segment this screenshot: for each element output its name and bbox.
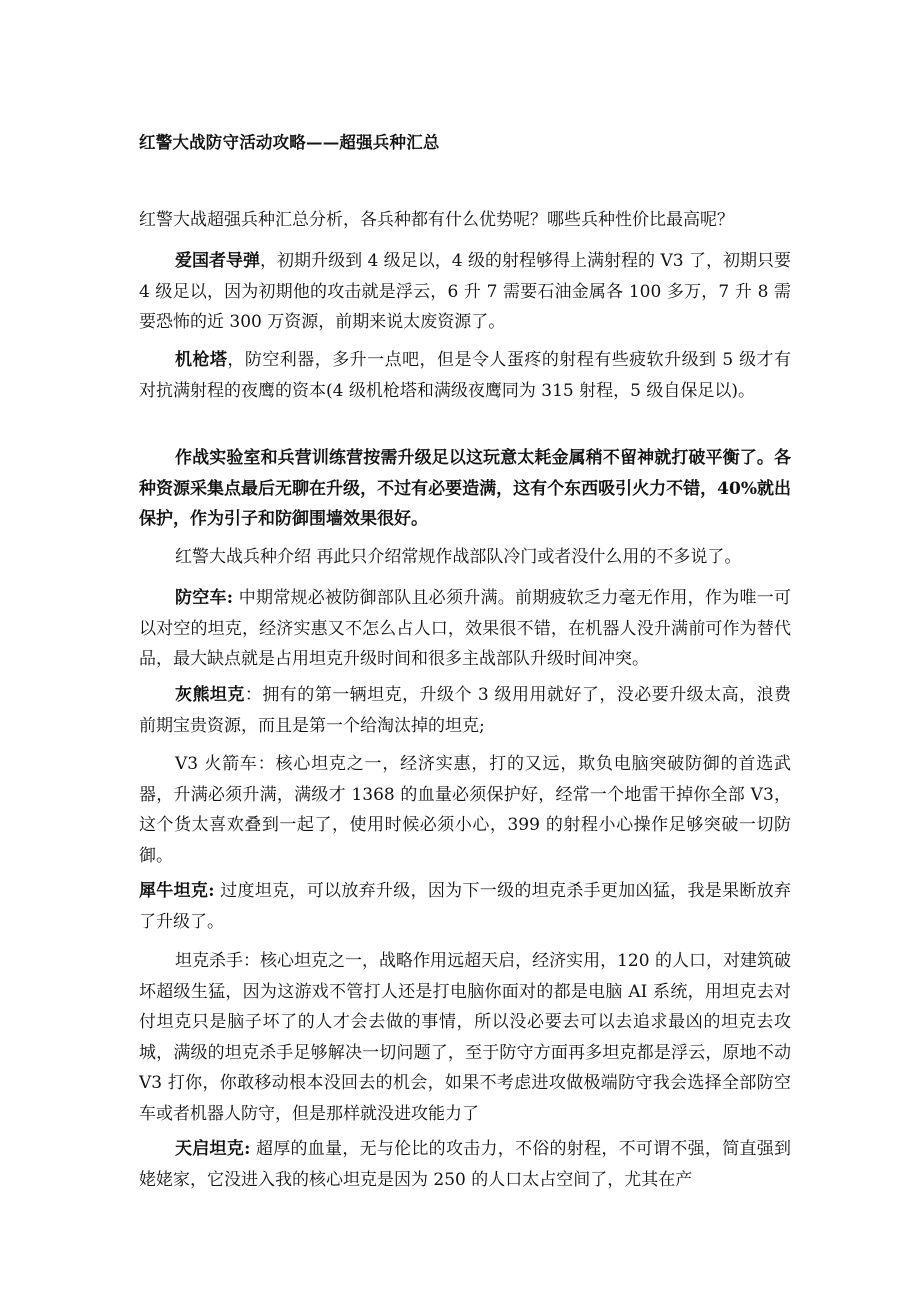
- paragraph-text: ，初期升级到 4 级足以，4 级的射程够得上满射程的 V3 了，初期只要 4 级足以，因为初期他的攻击就是浮云，6 升 7 需要石油金属各 100 多万，7 升 8 需要恐怖的近 300 万资源，前期来说太废资源了。: [139, 251, 792, 332]
- paragraph-anti-air-vehicle: [139, 583, 791, 675]
- paragraph-lead: 防空车:: [175, 588, 234, 608]
- paragraph-lead: 天启坦克:: [175, 1139, 251, 1159]
- paragraph-text: 超厚的血量，无与伦比的攻击力，不俗的射程，不可谓不强，简直强到姥姥家，它没进入我的核心坦克是因为 250 的人口太占空间了，尤其在产: [139, 1139, 791, 1190]
- paragraph-battle-lab: 作战实验室和兵营训练营按需升级足以这玩意太耗金属稍不留神就打破平衡了。各种资源采集点最后无聊在升级，不过有必要造满，这有个东西吸引火力不错，40%就出保护，作为引子和防御围墙效果很好。: [139, 448, 791, 529]
- paragraph-text: ，防空利器，多升一点吧，但是令人蛋疼的射程有些疲软升级到 5 级才有对抗满射程的夜鹰的资本(4 级机枪塔和满级夜鹰同为 315 射程，5 级自保足以)。: [139, 350, 791, 401]
- paragraph-text: ：拥有的第一辆坦克，升级个 3 级用用就好了，没必要升级太高，浪费前期宝贵资源，而且是第一个给淘汰掉的坦克;: [139, 685, 792, 736]
- paragraph-lead: 机枪塔: [175, 350, 228, 370]
- paragraph-lead: 灰熊坦克: [175, 685, 245, 705]
- paragraph-lead: 犀牛坦克:: [139, 881, 215, 901]
- document-title: 红警大战防守活动攻略——超强兵种汇总: [139, 133, 440, 152]
- paragraph-rhino-tank: [139, 876, 791, 937]
- paragraph-text: 过度坦克，可以放弃升级，因为下一级的坦克杀手更加凶猛，我是果断放弃了升级了。: [139, 881, 791, 932]
- intro-paragraph: 红警大战超强兵种汇总分析，各兵种都有什么优势呢？哪些兵种性价比最高呢？: [139, 210, 734, 230]
- paragraph-v3-rocket: V3 火箭车：核心坦克之一，经济实惠，打的又远，欺负电脑突破防御的首选武器，升满必须升满，满级才 1368 的血量必须保护好，经常一个地雷干掉你全部 V3，这个货太喜欢叠到一起了，使用时候必须小心，399 的射程小心操作足够突破一切防御。: [139, 754, 791, 866]
- paragraph-lead: 爱国者导弹: [175, 251, 261, 271]
- paragraph-patriot-missile: [139, 246, 791, 338]
- paragraph-apocalypse-tank: [139, 1134, 791, 1195]
- paragraph-machine-gun-tower: [139, 345, 791, 406]
- paragraph-tank-killer: 坦克杀手：核心坦克之一，战略作用远超天启，经济实用，120 的人口，对建筑破坏超级生猛，因为这游戏不管打人还是打电脑你面对的都是电脑 AI 系统，用坦克去对付坦克只是脑子坏了的人才会去做的事情，所以没必要去可以去追求最凶的坦克去攻城，满级的坦克杀手足够解决一切问题了，至于防守方面再多坦克都是浮云，原地不动 V3 打你，你敢移动根本没回去的机会，如果不考虑进攻做极端防守我会选择全部防空车或者机器人防守，但是那样就没进攻能力了: [139, 951, 791, 1124]
- paragraph-grizzly-tank: [139, 680, 791, 741]
- paragraph-unit-intro: 红警大战兵种介绍 再此只介绍常规作战部队冷门或者没什么用的不多说了。: [175, 547, 742, 567]
- paragraph-text: 中期常规必被防御部队且必须升满。前期疲软乏力毫无作用，作为唯一可以对空的坦克，经济实惠又不怎么占人口，效果很不错，在机器人没升满前可作为替代品，最大缺点就是占用坦克升级时间和很多主战部队升级时间冲突。: [139, 588, 791, 669]
